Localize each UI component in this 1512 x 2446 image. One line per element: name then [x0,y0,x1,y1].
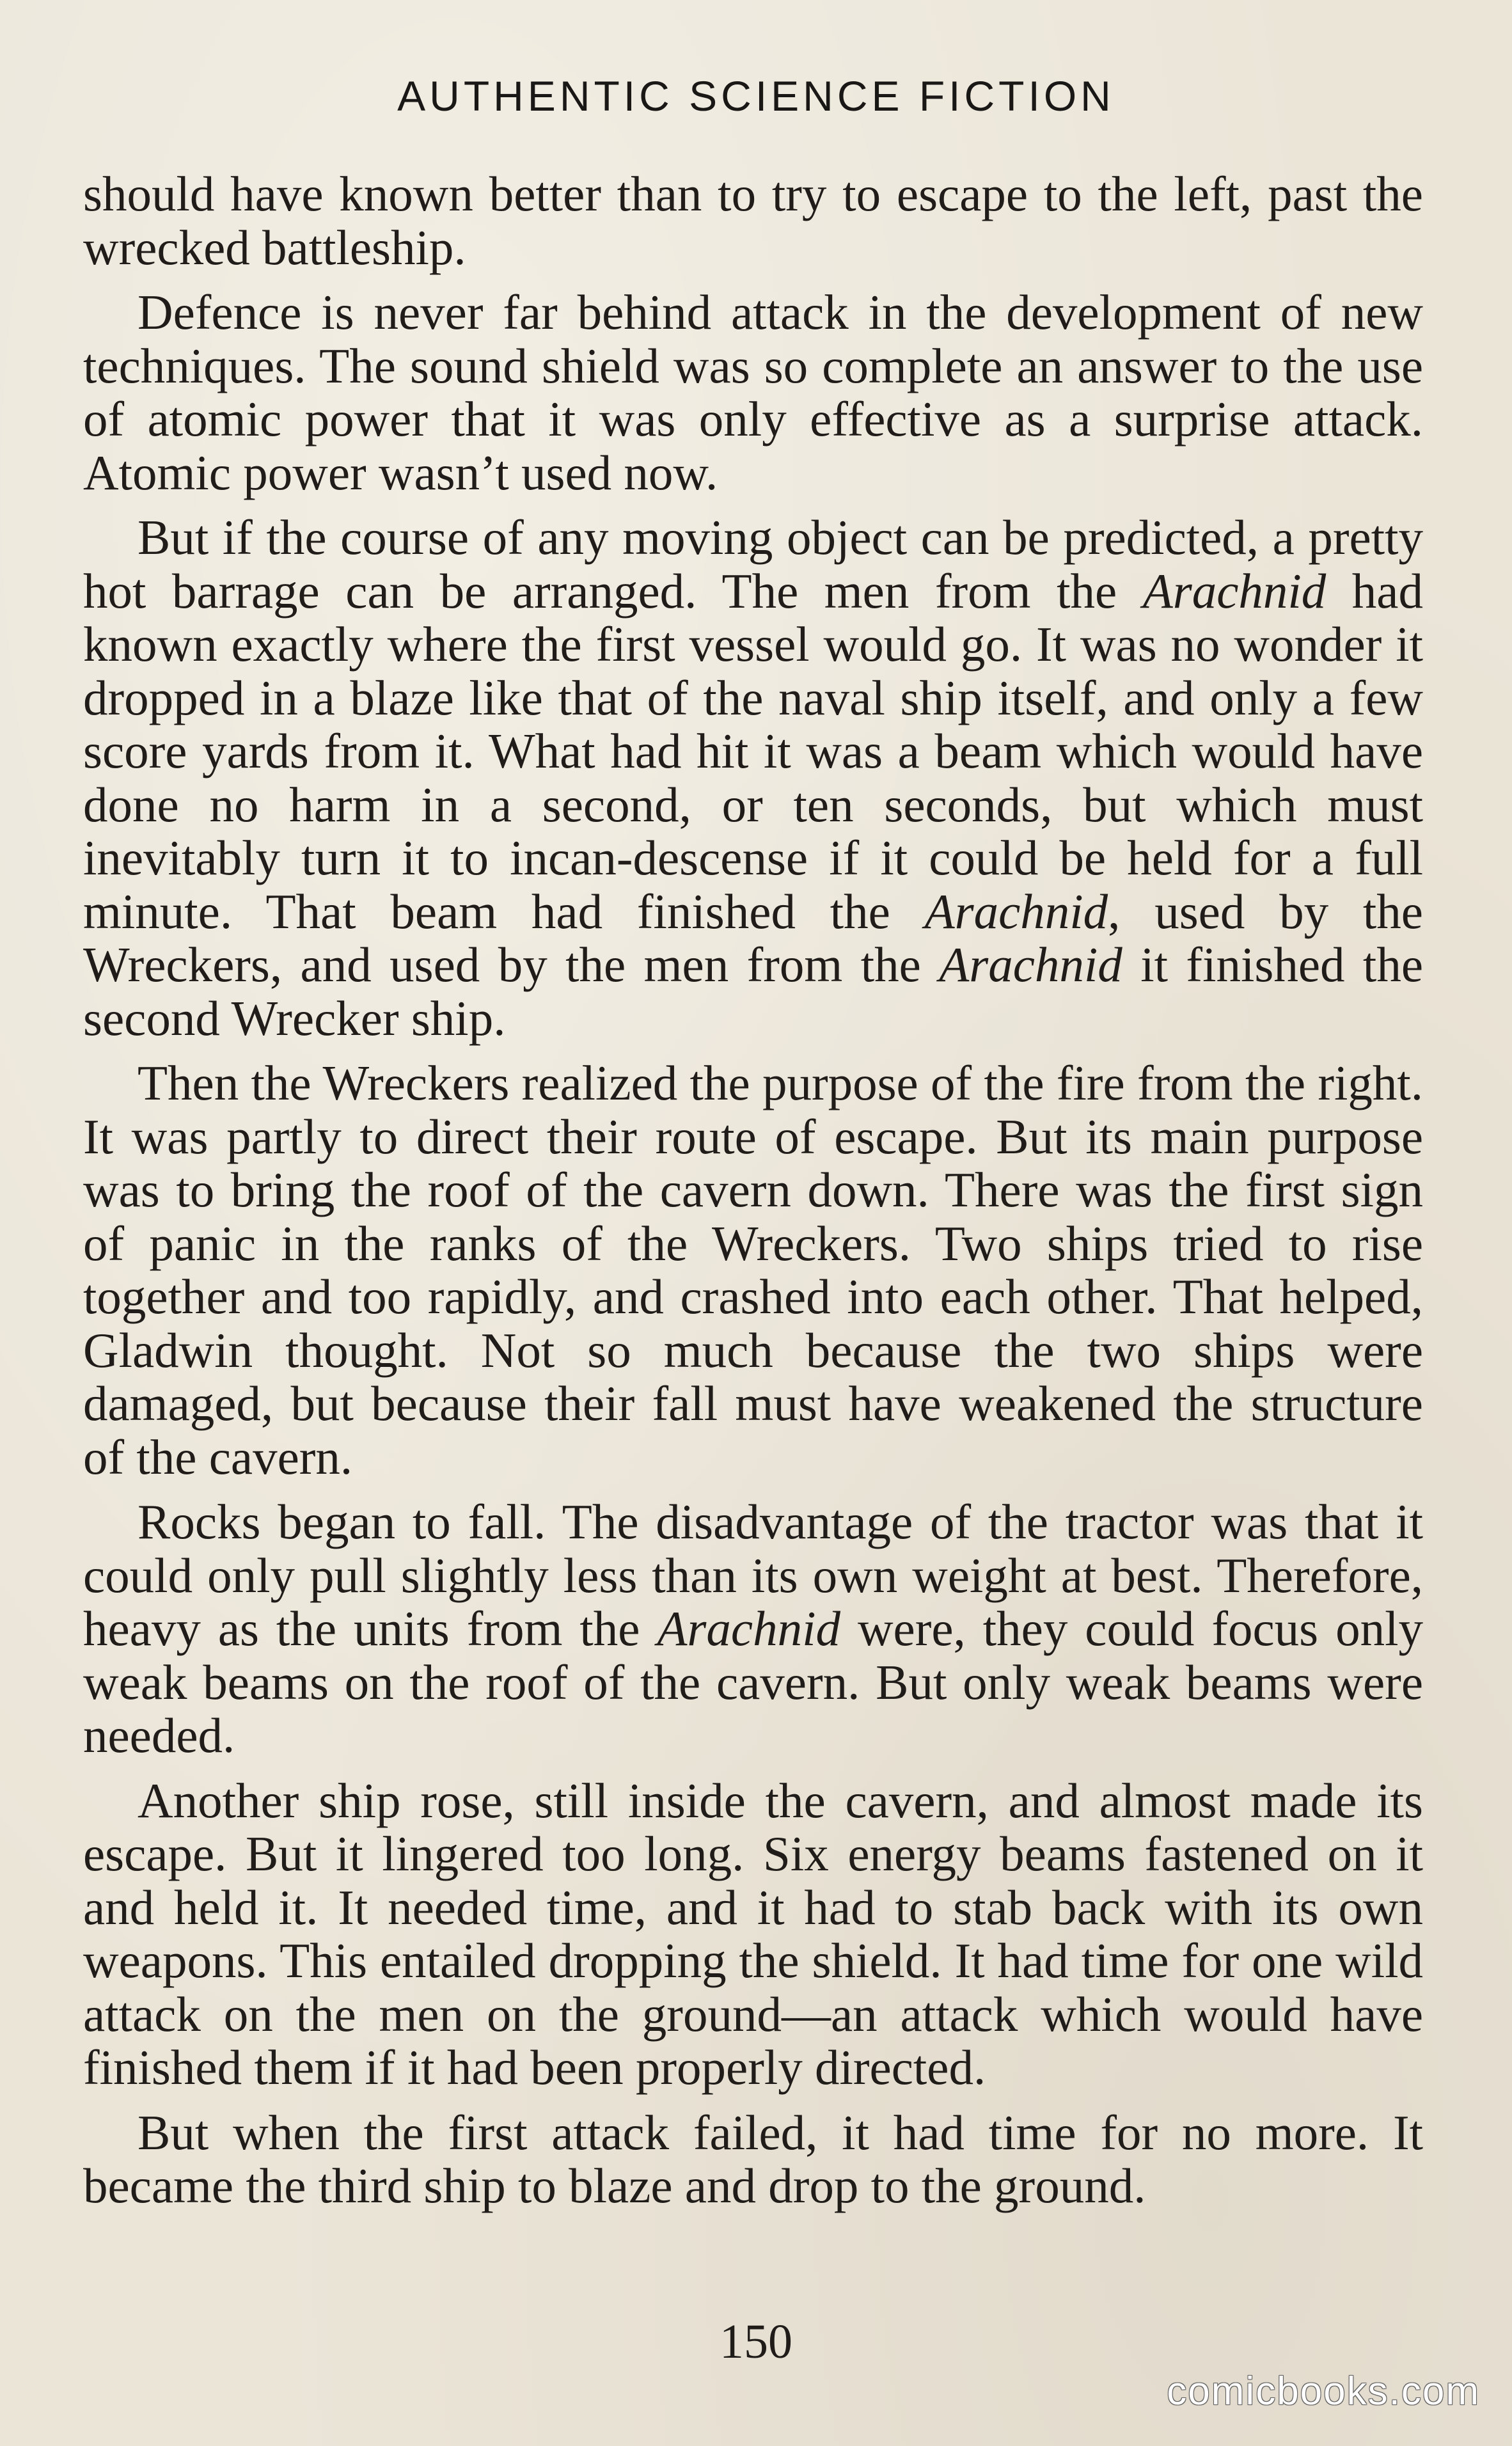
paragraph [83,168,1423,274]
paragraph [83,1057,1423,1484]
page-number: 150 [720,2315,792,2369]
paragraph [83,1774,1423,2095]
text-run: it finished the second Wrecker ship. [83,937,1423,1046]
text-run: Rocks began to fall. The disadvantage of the tractor was that it could only pull slightly less than its own weight at best. Therefore, heavy as the units from the [83,1494,1423,1656]
paragraph [83,1495,1423,1763]
text-run: Defence is never far behind attack in the development of new techniques. The sound shield was so complete an answer to the use of atomic power that it was only effective as a surprise attack. Atomic power wasn’t used now. [83,285,1423,500]
text-run: had known exactly where the first vessel would go. It was no wonder it dropped in a blaze like that of the naval ship itself, and only a few score yards from it. What had hit it was a beam which would have done no harm in a second, or ten seconds, but which must inevitably turn it to incan-descense if it could be held for a full minute. That beam had finished the [83,563,1423,939]
text-run: Another ship rose, still inside the cavern, and almost made its escape. But it lingered too long. Six energy beams fastened on it and held it. It needed time, and it had to stab back with its own weapons. This entailed dropping the shield. It had time for one wild attack on the men on the ground—an attack which would have finished them if it had been properly directed. [83,1772,1423,2095]
text-run: should have known better than to try to escape to the left, past the wrecked battleship. [83,166,1423,275]
paragraph [83,286,1423,500]
watermark: comicbooks.com [1167,2369,1480,2413]
running-header: AUTHENTIC SCIENCE FICTION [397,72,1115,120]
body-text [83,168,1423,2225]
italic-text-run: Arachnid [1142,563,1327,619]
text-run: Then the Wreckers realized the purpose of the fire from the right. It was partly to direct their route of escape. But its main purpose was to bring the roof of the cavern down. There was the first sign of panic in the ranks of the Wreckers. Two ships tried to rise together and too rapidly, and crashed into each other. That helped, Gladwin thought. Not so much because the two ships were damaged, but because their fall must have weakened the structure of the cavern. [83,1055,1423,1485]
paragraph [83,2106,1423,2213]
italic-text-run: Arachnid [924,883,1108,939]
italic-text-run: Arachnid [657,1601,840,1656]
text-run: , used by the Wreckers, and used by the men from the [83,883,1423,992]
italic-text-run: Arachnid [939,937,1122,992]
text-run: But if the course of any moving object can be predicted, a pretty hot barrage can be arranged. The men from the [83,510,1423,619]
paragraph [83,511,1423,1045]
text-run: were, they could focus only weak beams on the roof of the cavern. But only weak beams were needed. [83,1601,1423,1763]
text-run: But when the first attack failed, it had time for no more. It became the third ship to blaze and drop to the ground. [83,2104,1423,2213]
